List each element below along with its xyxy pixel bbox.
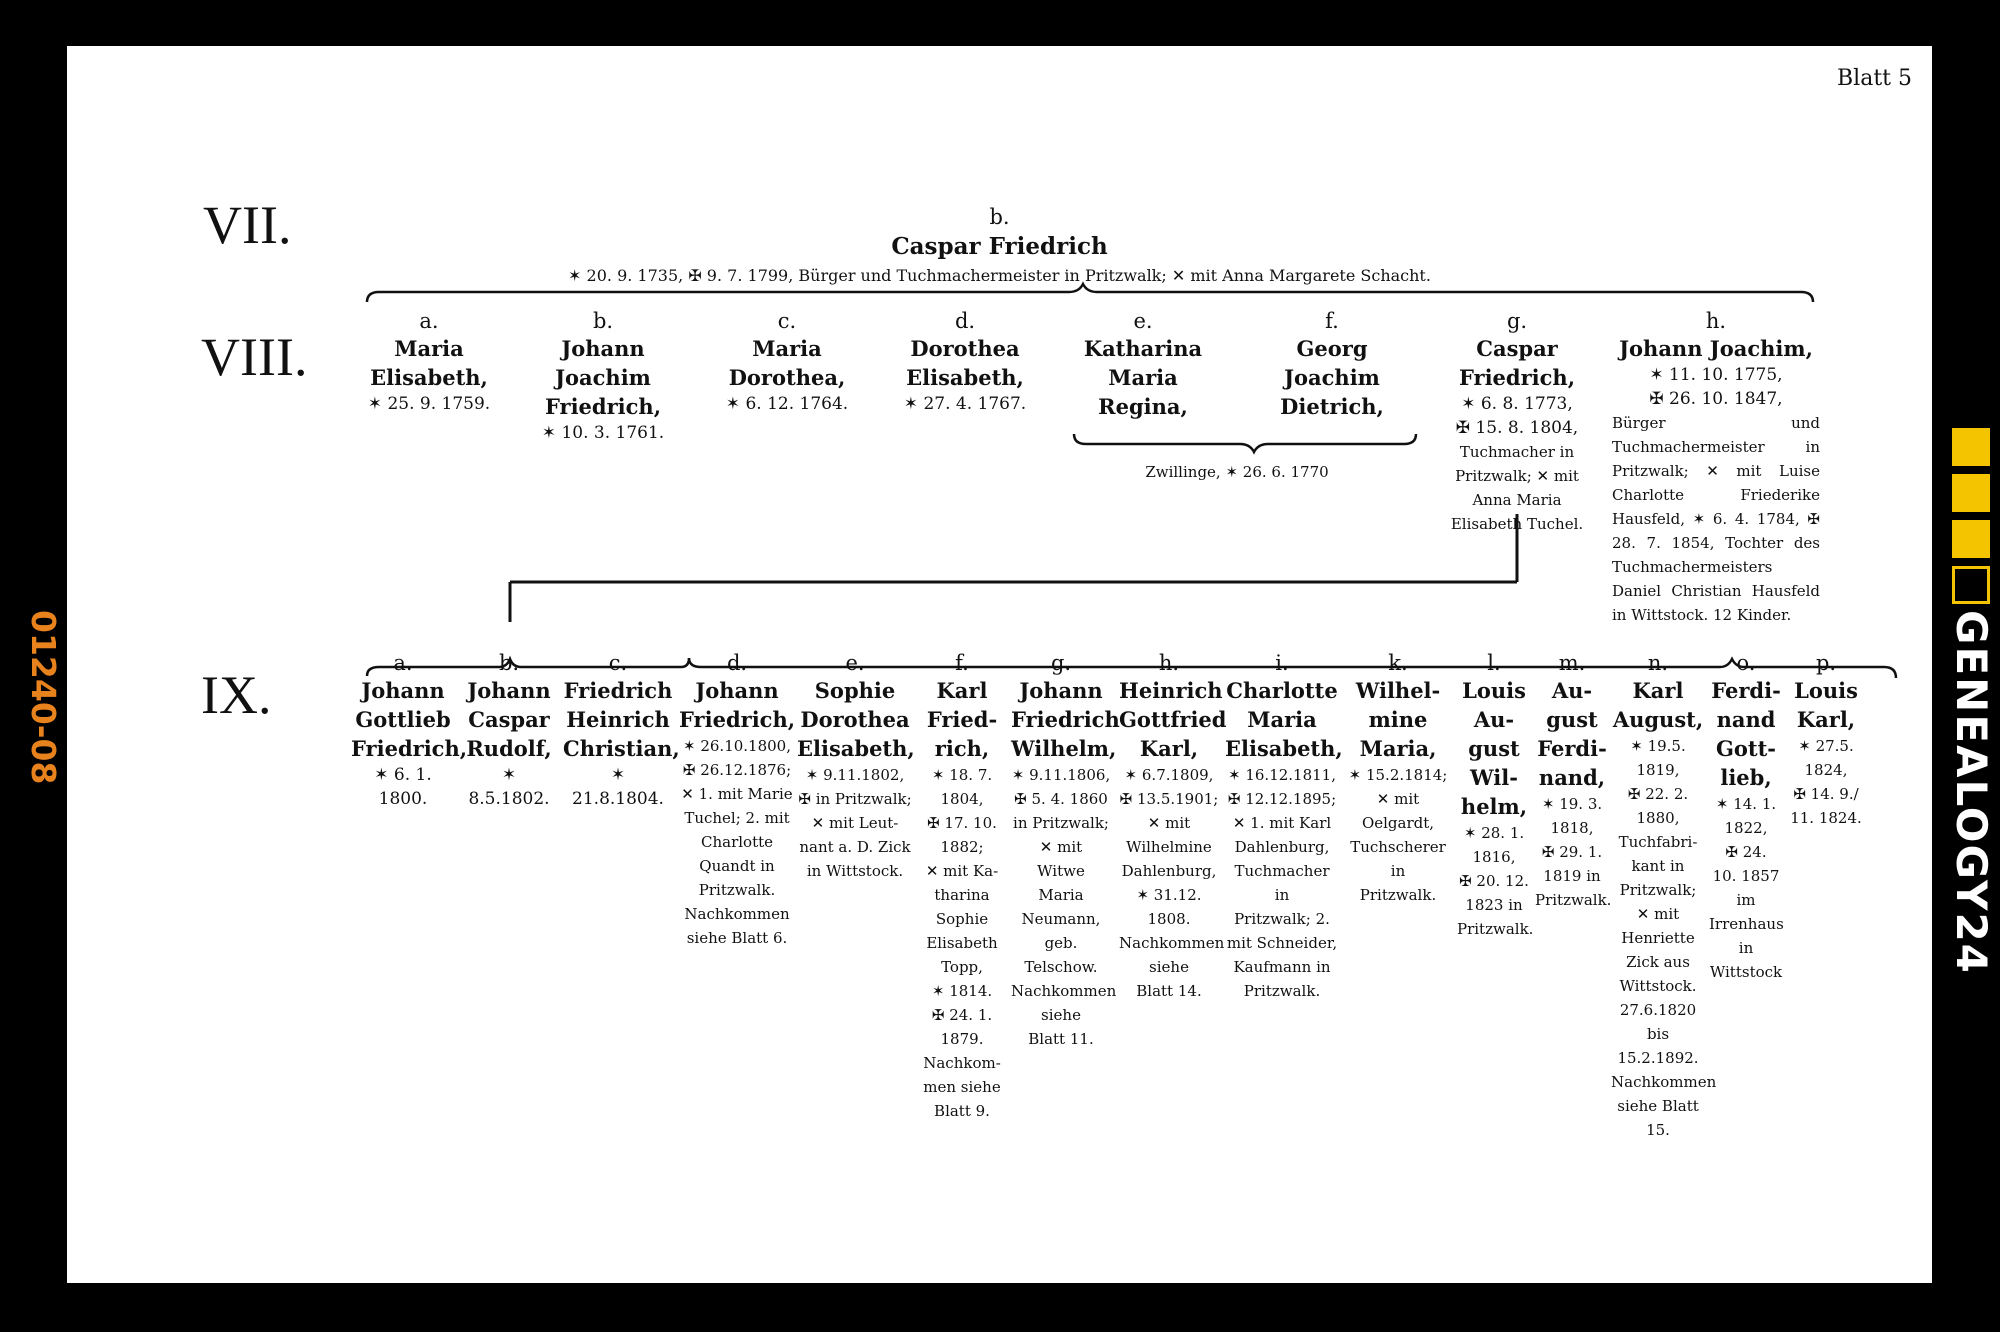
gen9-person-e <box>797 650 913 883</box>
gen9-name-line: Johann <box>695 678 779 703</box>
gen7-letter: b. <box>989 205 1010 229</box>
gen9-letter: d. <box>726 651 748 675</box>
gen8-detail-line: ✶ 10. 3. 1761. <box>541 423 665 443</box>
gen9-person-l <box>1457 650 1534 941</box>
gen9-name-line: Friedrich <box>563 678 673 703</box>
gen9-detail-line: mit Schneider, <box>1226 934 1338 952</box>
gen9-detail-line: bis <box>1646 1025 1670 1043</box>
gen9-person-o <box>1709 650 1783 984</box>
gen9-letter: o. <box>1736 651 1756 675</box>
gen9-person-h <box>1119 650 1227 1003</box>
gen9-detail-line: Dahlenburg, <box>1121 862 1217 880</box>
gen9-detail-line: 1823 in <box>1465 896 1523 914</box>
gen9-detail-line: Henriette <box>1621 929 1695 947</box>
gen8-name-line: Maria <box>1108 365 1178 390</box>
gen9-name-line: mine <box>1368 707 1428 732</box>
gen9-detail-line: ✶ 19.5. <box>1630 737 1686 755</box>
gen9-name-line: rich, <box>934 736 990 761</box>
logo-square-outline-icon <box>1952 566 1990 604</box>
gen9-name-line: Wilhelm, <box>1011 736 1117 761</box>
gen9-detail-line: Pritzwalk. <box>1359 886 1437 904</box>
gen9-detail-line: ✶ 14. 1. <box>1715 795 1777 813</box>
gen8-person-b <box>523 308 683 445</box>
gen8-name-line: Dorothea, <box>728 365 846 390</box>
gen8-detail-line: ✶ 25. 9. 1759. <box>367 394 491 414</box>
gen8-person-d <box>885 308 1045 416</box>
gen9-detail-line: 1816, <box>1472 848 1516 866</box>
gen9-detail-line: Wilhelmine <box>1126 838 1212 856</box>
gen9-detail-line: ✕ 1. mit Karl <box>1232 814 1332 832</box>
gen9-name-line: Johann <box>467 678 551 703</box>
gen9-person-g <box>1011 650 1120 1051</box>
gen9-detail-line: ✠ 22. 2. <box>1627 785 1689 803</box>
gen9-detail-line: 15. <box>1646 1121 1670 1139</box>
gen8-name-line: Maria <box>752 336 822 361</box>
gen9-name-line: nand, <box>1538 765 1606 790</box>
gen9-name-line: Ferdi- <box>1711 678 1781 703</box>
gen9-detail-line: Blatt 14. <box>1136 982 1202 1000</box>
gen9-detail-line: ✠ 24. <box>1725 843 1767 861</box>
gen8-letter: d. <box>954 309 976 333</box>
gen9-detail-line: Telschow. <box>1024 958 1098 976</box>
sheet-number: Blatt 5 <box>1837 66 1912 91</box>
gen8-name-line: Dietrich, <box>1280 394 1384 419</box>
gen9-detail-line: ✠ 29. 1. <box>1541 843 1603 861</box>
gen9-detail-line: 1808. <box>1147 910 1191 928</box>
gen9-name-line: Karl <box>936 678 988 703</box>
gen9-detail-line: ✠ 24. 1. <box>931 1006 993 1024</box>
gen9-detail-line: ✶ 9.11.1802, <box>805 766 905 784</box>
gen9-detail-line: ✶ 21.8.1804. <box>572 765 664 809</box>
gen9-letter: l. <box>1487 651 1501 675</box>
gen9-letter: n. <box>1647 651 1669 675</box>
gen9-detail-line: Blatt 11. <box>1028 1030 1094 1048</box>
gen8-detail-line: Elisabeth Tuchel. <box>1450 515 1584 533</box>
gen8-detail-line: Anna Maria <box>1472 491 1562 509</box>
gen9-name-line: Wilhel- <box>1355 678 1441 703</box>
gen9-name-line: Ferdi- <box>1537 736 1607 761</box>
gen9-detail-line: ✶ 15.2.1814; <box>1348 766 1448 784</box>
gen9-detail-line: ✠ 5. 4. 1860 <box>1014 790 1108 808</box>
gen9-detail-line: siehe <box>1041 1006 1081 1024</box>
gen9-name-line: helm, <box>1460 794 1528 819</box>
gen9-detail-line: 1804, <box>940 790 984 808</box>
gen9-detail-line: men siehe <box>923 1078 1001 1096</box>
gen9-detail-line: Dahlenburg, <box>1234 838 1330 856</box>
twins-note-text: Zwillinge, ✶ 26. 6. 1770 <box>1145 463 1329 481</box>
gen9-detail-line: ✶ 9.11.1806, <box>1011 766 1111 784</box>
gen9-detail-line: ✶ 6.7.1809, <box>1124 766 1214 784</box>
gen9-person-a <box>351 650 468 811</box>
gen9-name-line: gust <box>1468 736 1520 761</box>
generation-label-ix: IX. <box>201 665 272 725</box>
gen9-detail-line: ✠ 26.12.1876; <box>682 761 792 779</box>
gen9-person-i <box>1225 650 1343 1003</box>
gen9-detail-line: ✠ 17. 10. <box>927 814 997 832</box>
gen9-name-line: Maria, <box>1359 736 1437 761</box>
gen9-detail-line: in <box>1738 939 1754 957</box>
gen9-name-line: nand <box>1716 707 1776 732</box>
gen9-detail-line: Tuchscherer in <box>1350 838 1446 880</box>
film-id-label: 01240-08 <box>24 610 63 785</box>
gen9-detail-line: Nachkommen <box>1011 982 1117 1000</box>
gen9-detail-line: ✶ 31.12. <box>1136 886 1202 904</box>
gen9-name-line: Au- <box>1551 678 1593 703</box>
gen9-detail-line: in Pritzwalk; <box>1013 814 1109 832</box>
gen9-name-line: Gott- <box>1715 736 1777 761</box>
gen8-name-line: Dorothea <box>910 336 1020 361</box>
gen9-letter: a. <box>393 651 413 675</box>
gen8-letter: c. <box>777 309 797 333</box>
gen9-detail-line: ✕ mit Leut- <box>811 814 899 832</box>
gen9-detail-line: Pritzwalk; 2. <box>1234 910 1330 928</box>
gen8-name-line: Elisabeth, <box>906 365 1024 390</box>
gen7-name: Caspar Friedrich <box>891 233 1108 260</box>
gen8-person-h <box>1612 308 1820 627</box>
gen9-detail-line: Nachkommen <box>1611 1073 1717 1091</box>
gen9-name-line: Karl, <box>1796 707 1856 732</box>
gen9-detail-line: ✕ mit <box>1376 790 1420 808</box>
gen9-detail-line: 1822, <box>1724 819 1768 837</box>
gen9-detail-line: 11. 1824. <box>1790 809 1862 827</box>
gen9-name-line: Sophie <box>814 678 896 703</box>
gen9-name-line: Au- <box>1473 707 1515 732</box>
gen9-detail-line: ✶ 16.12.1811, <box>1228 766 1336 784</box>
gen9-detail-line: ✶ 27.5. <box>1798 737 1854 755</box>
gen9-detail-line: Sophie <box>935 910 989 928</box>
gen9-detail-line: Oelgardt, <box>1361 814 1435 832</box>
gen8-letter: a. <box>419 309 439 333</box>
gen9-detail-line: Pritzwalk. <box>1457 920 1534 938</box>
gen9-detail-line: Witwe <box>1037 862 1085 880</box>
gen8-name-line: Joachim <box>1284 365 1380 390</box>
gen9-name-line: Rudolf, <box>466 736 552 761</box>
gen9-detail-line: Tuchfabri- <box>1618 833 1698 851</box>
gen9-detail-line: Topp, <box>941 958 983 976</box>
gen8-detail-line: ✶ 11. 10. 1775, <box>1649 365 1783 385</box>
gen9-detail-line: Zick aus <box>1626 953 1690 971</box>
gen9-detail-line: Tuchmacher in <box>1234 862 1330 904</box>
gen9-detail-line: siehe Blatt <box>1617 1097 1699 1115</box>
gen8-name-line: Regina, <box>1098 394 1188 419</box>
gen7-detail: ✶ 20. 9. 1735, ✠ 9. 7. 1799, Bürger und Tuchmachermeister in Pritzwalk; ✕ mit Anna Margarete Schacht. <box>568 266 1431 285</box>
gen9-detail-line: Pritzwalk. <box>1243 982 1321 1000</box>
gen9-detail-line: im <box>1736 891 1756 909</box>
gen9-letter: g. <box>1050 651 1072 675</box>
gen9-name-line: Louis <box>1794 678 1858 703</box>
gen9-name-line: Caspar <box>468 707 550 732</box>
gen9-detail-line: Pritzwalk; <box>1619 881 1697 899</box>
gen9-detail-line: Quandt in <box>699 857 775 875</box>
gen9-detail-line: ✶ 1814. <box>931 982 993 1000</box>
gen9-detail-line: Maria <box>1038 886 1084 904</box>
gen9-name-line: Heinrich <box>1119 678 1223 703</box>
gen9-detail-line: ✕ mit <box>1039 838 1083 856</box>
gen9-detail-line: ✶ 18. 7. <box>931 766 993 784</box>
gen9-detail-line: ✶ 19. 3. <box>1541 795 1603 813</box>
gen8-detail-line: Tuchmacher in <box>1459 443 1575 461</box>
gen8-letter: f. <box>1325 309 1339 333</box>
gen8-detail-line: Pritzwalk; ✕ mit <box>1455 467 1579 485</box>
brace-twins <box>1074 434 1416 452</box>
gen9-detail-line: Kaufmann in <box>1233 958 1331 976</box>
gen9-detail-line: 1880, <box>1636 809 1680 827</box>
gen8-letter: h. <box>1705 309 1727 333</box>
gen8-name-line: Friedrich, <box>544 394 662 419</box>
gen9-name-line: August, <box>1612 707 1704 732</box>
gen8-detail-paragraph: Bürger und Tuchmachermeister in Pritzwalk; ✕ mit Luise Charlotte Friederike Hausfeld, ✶ 6. 4. 1784, ✠ 28. 7. 1854, Tochter des Tuchmachermeisters Daniel Christian Hausfeld in Wittstock. 12 Kinder. <box>1612 414 1820 624</box>
gen9-letter: h. <box>1158 651 1180 675</box>
gen9-detail-line: 27.6.1820 <box>1619 1001 1697 1019</box>
gen9-detail-line: 15.2.1892. <box>1617 1049 1699 1067</box>
gen9-detail-line: ✶ 26.10.1800, <box>683 737 791 755</box>
gen9-name-line: Christian, <box>563 736 680 761</box>
logo-square-icon <box>1952 428 1990 466</box>
gen9-person-n <box>1611 650 1717 1142</box>
gen9-detail-line: Nachkommen <box>1119 934 1225 952</box>
gen9-letter: i. <box>1275 651 1289 675</box>
gen8-person-a <box>349 308 509 416</box>
gen9-detail-line: ✕ mit <box>1147 814 1191 832</box>
gen9-name-line: Johann <box>1019 678 1103 703</box>
gen9-name-line: Dorothea <box>800 707 910 732</box>
gen9-detail-line: siehe Blatt 6. <box>686 929 788 947</box>
gen9-detail-line: Tuchel; 2. mit <box>684 809 790 827</box>
gen8-name-line: Maria <box>394 336 464 361</box>
gen9-detail-line: in Wittstock. <box>806 862 904 880</box>
gen9-detail-line: 10. 1857 <box>1712 867 1780 885</box>
gen8-name-line: Johann <box>561 336 645 361</box>
gen8-letter: g. <box>1506 309 1528 333</box>
gen8-name-line: Joachim <box>555 365 651 390</box>
gen9-person-d <box>679 650 795 950</box>
gen9-detail-line: ✠ 12.12.1895; <box>1227 790 1337 808</box>
gen9-detail-line: Nachkom- <box>923 1054 1001 1072</box>
gen9-person-c <box>563 650 680 811</box>
document-page <box>67 46 1932 1283</box>
gen8-detail-line: ✶ 27. 4. 1767. <box>903 394 1027 414</box>
gen9-name-line: Maria <box>1247 707 1317 732</box>
gen9-detail-line: ✶ 6. 1. 1800. <box>374 765 432 809</box>
gen9-detail-line: Elisabeth <box>926 934 998 952</box>
generation-label-vii: VII. <box>203 195 292 255</box>
logo-square-icon <box>1952 520 1990 558</box>
gen9-detail-line: Pritzwalk. <box>1535 891 1612 909</box>
gen9-name-line: Elisabeth, <box>1225 736 1343 761</box>
gen9-detail-line: Nachkommen <box>684 905 790 923</box>
gen9-person-p <box>1787 650 1865 830</box>
gen9-letter: b. <box>498 651 520 675</box>
gen9-detail-line: ✶ 8.5.1802. <box>468 765 550 809</box>
gen9-detail-line: ✠ 13.5.1901; <box>1119 790 1219 808</box>
generation-label-viii: VIII. <box>201 327 308 387</box>
gen8-person-f <box>1252 308 1412 421</box>
gen9-detail-line: 1882; <box>940 838 984 856</box>
gen9-person-b <box>459 650 559 811</box>
gen9-person-m <box>1535 650 1612 912</box>
gen9-name-line: Johann <box>361 678 445 703</box>
gen9-detail-line: 1819 in <box>1543 867 1601 885</box>
gen9-name-line: Friedrich <box>1011 707 1120 732</box>
gen8-name-line: Johann Joachim, <box>1619 336 1813 361</box>
gen9-name-line: Karl, <box>1139 736 1199 761</box>
gen9-detail-line: nant a. D. Zick <box>799 838 911 856</box>
gen9-name-line: Gottfried <box>1119 707 1227 732</box>
gen8-name-line: Katharina <box>1083 336 1203 361</box>
gen9-letter: m. <box>1558 651 1586 675</box>
gen9-detail-line: 1824, <box>1804 761 1848 779</box>
gen8-person-c <box>707 308 867 416</box>
gen9-detail-line: ✠ 14. 9./ <box>1793 785 1859 803</box>
gen8-detail-line: ✶ 6. 12. 1764. <box>725 394 849 414</box>
gen9-letter: p. <box>1815 651 1837 675</box>
gen9-detail-line: ✕ mit Ka- <box>925 862 999 880</box>
gen9-name-line: Karl <box>1632 678 1684 703</box>
gen9-detail-line: Neumann, <box>1021 910 1101 928</box>
gen8-detail-line: ✠ 26. 10. 1847, <box>1649 389 1783 409</box>
gen9-name-line: gust <box>1546 707 1598 732</box>
gen8-detail-line: ✠ 15. 8. 1804, <box>1455 418 1579 438</box>
gen9-name-line: Fried- <box>926 707 998 732</box>
gen9-detail-line: 1818, <box>1550 819 1594 837</box>
gen9-detail-line: tharina <box>934 886 990 904</box>
twins-note <box>1067 460 1407 484</box>
gen9-person-f <box>919 650 1005 1123</box>
gen9-detail-line: 1879. <box>940 1030 984 1048</box>
gen9-name-line: Wil- <box>1470 765 1518 790</box>
gen8-detail-line: ✶ 6. 8. 1773, <box>1461 394 1573 414</box>
gen9-name-line: Louis <box>1462 678 1526 703</box>
gen9-detail-line: 1819, <box>1636 761 1680 779</box>
gen8-name-line: Caspar <box>1476 336 1558 361</box>
gen9-detail-line: geb. <box>1044 934 1078 952</box>
gen9-name-line: Friedrich, <box>351 736 468 761</box>
gen9-letter: f. <box>955 651 969 675</box>
brace-gen8 <box>367 284 1813 302</box>
gen9-name-line: Charlotte <box>1226 678 1338 703</box>
gen9-detail-line: ✠ 20. 12. <box>1459 872 1529 890</box>
gen9-letter: k. <box>1388 651 1408 675</box>
gen9-detail-line: Wittstock <box>1709 963 1783 981</box>
gen9-detail-line: Charlotte <box>700 833 773 851</box>
gen9-detail-line: kant in <box>1631 857 1685 875</box>
gen9-detail-line: Blatt 9. <box>934 1102 990 1120</box>
gen9-letter: e. <box>845 651 865 675</box>
gen9-name-line: lieb, <box>1720 765 1772 790</box>
gen9-detail-line: ✕ mit <box>1636 905 1680 923</box>
gen8-letter: e. <box>1133 309 1153 333</box>
gen9-name-line: Gottlieb <box>355 707 451 732</box>
gen9-name-line: Heinrich <box>566 707 670 732</box>
gen9-letter: c. <box>608 651 628 675</box>
gen9-name-line: Elisabeth, <box>797 736 915 761</box>
gen8-name-line: Elisabeth, <box>370 365 488 390</box>
brand-logo-text: GENEALOGY24 <box>1947 610 1996 975</box>
gen8-name-line: Georg <box>1296 336 1368 361</box>
gen8-person-e <box>1063 308 1223 421</box>
gen9-name-line: Friedrich, <box>679 707 796 732</box>
gen9-detail-line: Irrenhaus <box>1709 915 1784 933</box>
gen9-detail-line: ✕ 1. mit Marie <box>681 785 793 803</box>
gen9-detail-line: Pritzwalk. <box>698 881 776 899</box>
gen8-person-g <box>1442 308 1592 536</box>
gen9-detail-line: Wittstock. <box>1619 977 1697 995</box>
gen9-detail-line: ✠ in Pritzwalk; <box>798 790 912 808</box>
gen8-name-line: Friedrich, <box>1458 365 1576 390</box>
gen8-letter: b. <box>592 309 614 333</box>
gen9-person-k <box>1345 650 1451 907</box>
gen9-detail-line: siehe <box>1149 958 1189 976</box>
logo-square-icon <box>1952 474 1990 512</box>
gen9-detail-line: ✶ 28. 1. <box>1463 824 1525 842</box>
